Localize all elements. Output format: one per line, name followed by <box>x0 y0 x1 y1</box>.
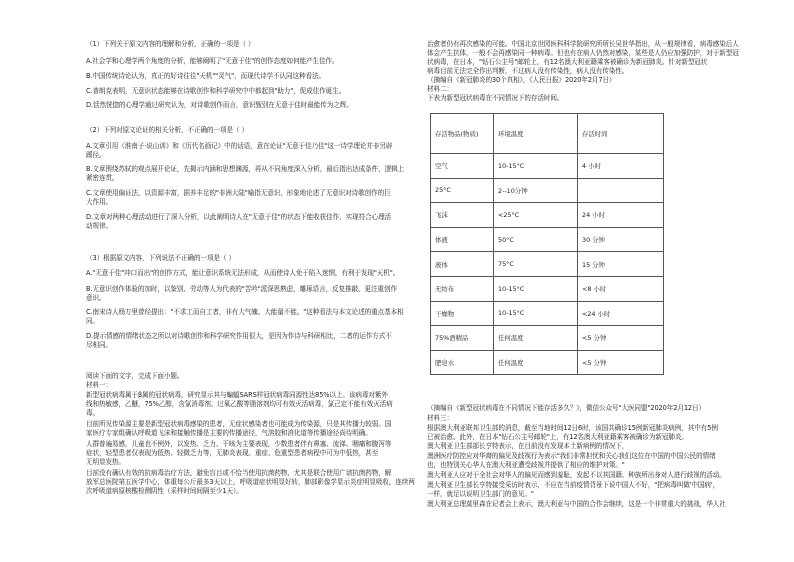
passage-line: 病毒目前无法完全作出判断，不过病人没有传染性，病人没有传染性。 <box>427 67 629 75</box>
passage-line: 症状，轻型患者仅表现为低热、轻微乏力等，无肺炎表现。重症、危重型患者病程中可为中低热，甚至 <box>86 449 379 457</box>
table-cell: 50°C <box>494 227 578 252</box>
q2-option-d-cont: 动规律。 <box>86 222 112 230</box>
table-header-cell: 存活物品(物质) <box>431 114 494 154</box>
passage-line: 澳洲医疗防控应对华裔的偏见及歧视行为表示"我们非常担忧和关心我们这位在中国的中国公民的情绪 <box>427 452 716 460</box>
q3-option-b-cont: 意识。 <box>86 294 106 302</box>
q1-option-b: B.中国传统诗论认为，真正的好诗往往"天机""灵气"，而现代诗学不认同这种看法。 <box>86 72 325 80</box>
passage-line: 澳大利亚总理莫里森在记者会上表示，澳大利亚与中国的合作会继续，这是一个非常重大的挑战，华人社 <box>427 500 726 508</box>
table-cell: 飞沫 <box>431 203 494 228</box>
table-cell: 干燥物 <box>431 301 494 326</box>
table-cell: 任何温度 <box>494 326 578 351</box>
passage-line: 人群普遍易感，儿童也不例外，以发热、乏力、干咳为主要表现，少数患者伴有鼻塞、流涕、咽痛和腹泻等 <box>86 440 392 448</box>
material-2-intro: 下表为新型冠状病毒在不同情况下的存活时间。 <box>427 94 564 102</box>
passage-line: 次呼吸道病原核酸检测阴性（采样时间间隔至少1天）。 <box>86 487 243 495</box>
passage-line: 目前没有确认有效的抗病毒治疗方法，避免盲目或不恰当使用抗菌药物，尤其是联合使用广谱抗菌药物，解 <box>86 469 392 477</box>
table-cell: <24 小时 <box>578 301 664 326</box>
table-row <box>431 301 664 326</box>
q1-option-d: D.恬然恍惚的心理学通过研究认为，对诗歌创作而言，意识甄别在无意于佳时最能传为之辉。 <box>86 101 353 109</box>
passage-line: 线和热敏感，乙醚，75%乙醇，含氯消毒剂、过氧乙酸等脂溶剂均可有效灭活病毒，氯己定不能有效灭活病 <box>86 400 393 408</box>
table-cell <box>578 178 664 203</box>
material-3-label: 材料三： <box>427 414 453 422</box>
q2-option-b-cont: 紧密连贯。 <box>86 174 119 182</box>
passage-line: 澳大利亚卫生部部长亨特表示，在目前没有发现本土新病例的情况下， <box>427 442 629 450</box>
reading-intro: 阅读下面的文字，完成下面小题。 <box>86 372 184 380</box>
q3-option-d-cont: 尽相同。 <box>86 341 112 349</box>
passage-line: 也，也特别关心华人在澳大利亚遭受歧视并提供了相应的维护对策。" <box>427 461 625 469</box>
material-2-label: 材料二： <box>427 85 453 93</box>
passage-line: 新型冠状病毒属于β属的冠状病毒，研究显示其与蝙蝠SARS样冠状病毒同源性达85%以上。该病毒对紫外 <box>86 391 388 399</box>
table-row <box>431 326 664 351</box>
table-cell: 肥皂水 <box>431 350 494 375</box>
table-row <box>431 252 664 277</box>
passage-line: 澳大利亚人应对于全社会对华人的偏见而感到羞耻，发起不以其国籍、种族所出身对人进行歧视的活动。 <box>427 471 726 479</box>
q1-option-c: C.普朗克表明，无意识状态能够在诗歌创作和科学研究中中都起到"助力"，促成佳作诞生。 <box>86 87 346 95</box>
table-row <box>431 203 664 228</box>
passage-line: 毒。 <box>86 409 99 417</box>
table-cell: 任何温度 <box>494 350 578 375</box>
passage-line: 家医疗专家组确认呼吸道飞沫和接触传播是主要的传播途径，气溶胶和消化道等传播途径尚待明确。 <box>86 429 372 437</box>
q3-option-b: B.无意识创作体验的加时，以鉴别、劳动等人为代表的"苦吟"派深思熟虑，雕琢语言，反复推敲，更注重创作 <box>86 285 397 293</box>
table-row <box>431 350 664 375</box>
table-row <box>431 227 664 252</box>
table-cell: 2--10分钟 <box>494 178 578 203</box>
passage-line: 体会产生抗体，一般不会再感染同一种病毒。但也有在病人仍然对感染，某些是人仍应加强防护，对于新型冠 <box>427 49 739 57</box>
table-header-row <box>431 114 664 154</box>
table-cell: 75%酒精品 <box>431 326 494 351</box>
table-cell: <5 分钟 <box>578 326 664 351</box>
table-cell: 25°C <box>431 178 494 203</box>
table-row <box>431 178 664 203</box>
passage-line: 一样，就足以说明卫生部门的意见。" <box>427 490 534 498</box>
source-citation-1: （摘编自《新冠肺炎的30个真相》，《人民日报》2020年2月7日） <box>427 76 616 84</box>
table-cell: 15 分钟 <box>578 252 664 277</box>
table-cell: 10-15°C <box>494 276 578 301</box>
passage-line: 目前所见传染源主要是新型冠状病毒感染的患者，无症状感染者也可能成为传染源，只是其传播力较弱。国 <box>86 420 392 428</box>
passage-line: 已被治愈。此外，在日本"钻石公主号邮轮"上，有12名澳大利亚籍乘客被确诊为新冠肺炎。 <box>427 433 688 441</box>
q3-option-d: D.提示情感的情绪状态之所以对诗歌创作和科学研究作用很大，是因为作诗与科研相比，二者的运作方式不 <box>86 332 392 340</box>
table-cell: 4 小时 <box>578 154 664 179</box>
passage-line: 状病毒，在日本，"钻石公主号"邮轮上，有12名澳大利亚籍乘客被确诊为新冠肺炎。针对新型冠状 <box>427 58 708 66</box>
passage-line: 治愈者仍有再次感染的可能。中国北京世园医科科学院研究所所长吴世华指出，从一般规律看，病毒感染后人 <box>427 40 739 48</box>
q2-option-c-cont: 大作用。 <box>86 198 112 206</box>
table-cell: 体液 <box>431 227 494 252</box>
q2-option-b: B.文章围绕苏轼的观点展开论证，先揭示内涵和思想渊源，再从不同角度深入分析，最后指出达成条件，逻辑上 <box>86 165 405 173</box>
survival-time-table <box>430 113 664 375</box>
table-cell: 液体 <box>431 252 494 277</box>
table-cell: <8 小时 <box>578 276 664 301</box>
passage-line: 澳大利亚卫生部长亨特接受采访时表示，不应在当前疫情背景下说中国人不好，"把病毒叫做'中国病'， <box>427 481 720 489</box>
table-cell: 10-15°C <box>494 154 578 179</box>
q1-stem: （1）下列关于原文内容的理解和分析，正确的一项是（ ） <box>86 40 255 48</box>
material-1-label: 材料一： <box>86 381 112 389</box>
passage-line: 根据澳大利亚联邦卫生部的消息，截至当地时间12日6时，该国共确诊15例新冠肺炎病例，其中有5例 <box>427 424 718 432</box>
q3-option-c: C.南宋诗人杨万里曾经提出："不求工而自工者，非有大气魄、大能量不能。"这种看法与本文论述的重点基本相 <box>86 308 404 316</box>
table-row <box>431 154 664 179</box>
table-cell: 空气 <box>431 154 494 179</box>
q3-option-a: A."无意于佳"冲口而出"的创作方式，能让意识系统无法形成，从而使诗人免于陷入迷惘，有利于发现"天机"。 <box>86 269 400 277</box>
table-cell: <25°C <box>494 203 578 228</box>
table-cell: 30 分钟 <box>578 227 664 252</box>
table-header-cell: 环境温度 <box>494 114 578 154</box>
q2-stem: （2）下列对原文论证的相关分析，不正确的一项是（ ） <box>86 126 248 134</box>
table-cell: 10-15°C <box>494 301 578 326</box>
q1-option-a: A.社会学和心理学两个角度的分析，能够阐明了"无意于佳"的创作态度如何能产生佳作。 <box>86 57 339 65</box>
source-citation-2: （摘编自《新型冠状病毒在不同情况下能存活多久？》，微信公众号"大医同盟"2020年2月12日） <box>427 404 705 412</box>
table-cell: 75°C <box>494 252 578 277</box>
table-row <box>431 276 664 301</box>
q2-option-a: A.文章引用《淮南子·说山训》和《历代名画记》中的话语，意在论证"无意于佳乃佳"这一诗学理论并非另辟 <box>86 142 393 150</box>
q2-option-a-cont: 蹊径。 <box>86 151 106 159</box>
passage-line: 放军总医院第五医学中心，体重每公斤最多3天以上，呼吸道症状明显好转，肺部影像学显示炎症明显吸收，连续两 <box>86 478 415 486</box>
q3-stem: （3）根据原文内容，下列说法不正确的一项是（ ） <box>86 254 235 262</box>
table-cell: 24 小时 <box>578 203 664 228</box>
passage-line: 无明显发热。 <box>86 458 125 466</box>
q2-option-c: C.文章使用偏证法，以资源丰富，据养丰足的"非洲大陆"喻指无意识，形象地论述了无意识对诗歌创作的巨 <box>86 189 391 197</box>
table-cell: 无纺布 <box>431 276 494 301</box>
q3-option-c-cont: 同。 <box>86 317 99 325</box>
table-header-cell: 存活时间 <box>578 114 664 154</box>
q2-option-d: D.文章对两种心理活动进行了深入分析，以此阐明诗人在"无意于佳"的状态下能收获佳作，实现符合心理活 <box>86 213 392 221</box>
table-cell: <5 分钟 <box>578 350 664 375</box>
